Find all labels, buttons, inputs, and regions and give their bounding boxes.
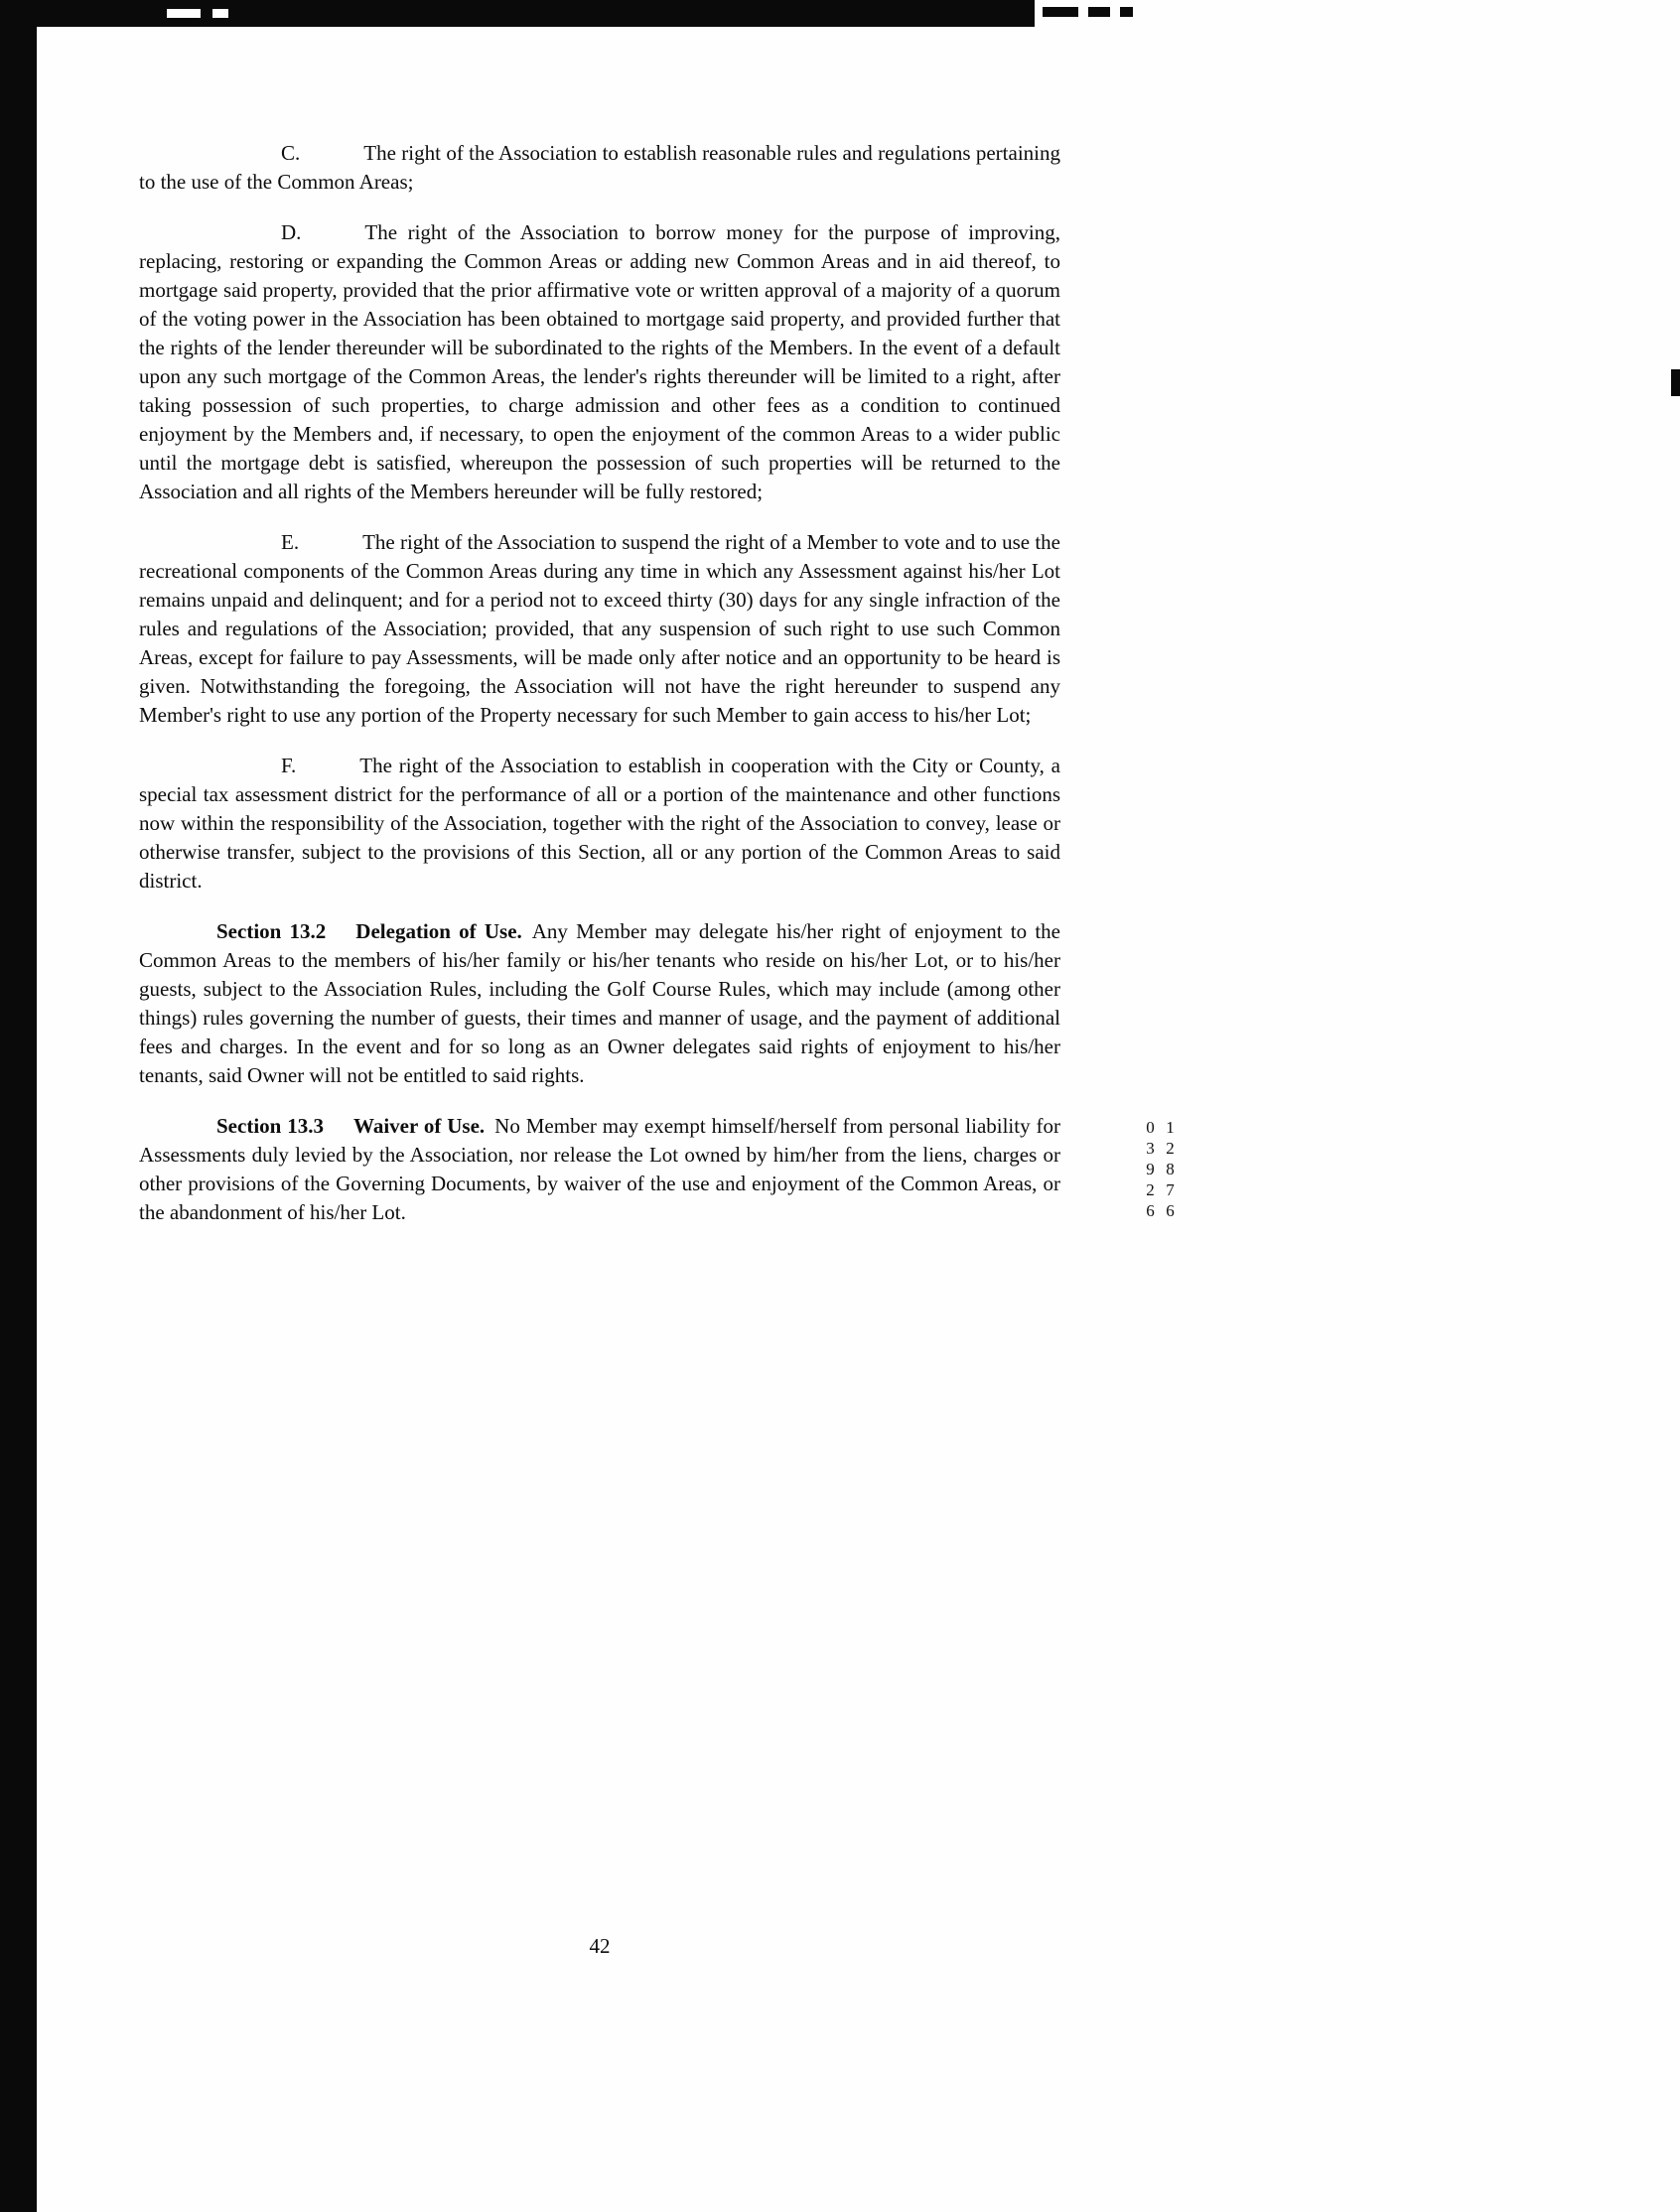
margin-stamp bbox=[1140, 1118, 1180, 1222]
paragraph-c bbox=[139, 139, 1060, 197]
section-13-3-label: Section 13.3 bbox=[216, 1114, 324, 1138]
paragraph-d bbox=[139, 218, 1060, 506]
document-body bbox=[139, 139, 1060, 1249]
section-13-3-title: Waiver of Use. bbox=[353, 1114, 486, 1138]
section-13-3-text: No Member may exempt himself/herself from personal liability for Assessments duly levied by the Association, nor release the Lot owned by him/her from the liens, charges or other provisions of the Governing Documents, by waiver of the use and enjoyment of the Common Areas, or the abandonment of his/her Lot. bbox=[139, 1114, 1060, 1224]
section-13-2-text: Any Member may delegate his/her right of enjoyment to the Common Areas to the members of his/her family or his/her tenants who reside on his/her Lot, or to his/her guests, subject to the Association Rules, including the Golf Course Rules, which may include (among other things) rules governing the number of guests, their times and manner of usage, and the payment of additional fees and charges. In the event and for so long as an Owner delegates said rights of enjoyment to his/her tenants, said Owner will not be entitled to said rights. bbox=[139, 919, 1060, 1087]
paragraph-f bbox=[139, 752, 1060, 896]
section-13-2 bbox=[139, 917, 1060, 1090]
paragraph-d-text: The right of the Association to borrow money for the purpose of improving, replacing, restoring or expanding the Common Areas or adding new Common Areas and in aid thereof, to mortgage said property, provided that the prior affirmative vote or written approval of a majority of a quorum of the voting power in the Association has been obtained to mortgage said property, and provided further that the rights of the lender thereunder will be subordinated to the rights of the Members. In the event of a default upon any such mortgage of the Common Areas, the lender's rights thereunder will be limited to a right, after taking possession of such properties, to charge admission and other fees as a condition to continued enjoyment by the Members and, if necessary, to open the enjoyment of the common Areas to a wider public until the mortgage debt is satisfied, whereupon the possession of such properties will be returned to the Association and all rights of the Members hereunder will be fully restored; bbox=[139, 220, 1060, 503]
scan-edge-dash bbox=[1043, 7, 1078, 17]
paragraph-c-text: The right of the Association to establish reasonable rules and regulations pertaining to the use of the Common Areas; bbox=[139, 141, 1060, 194]
page-number: 42 bbox=[589, 1934, 611, 1958]
section-13-3 bbox=[139, 1112, 1060, 1227]
paragraph-e bbox=[139, 528, 1060, 730]
paragraph-f-text: The right of the Association to establish in cooperation with the City or County, a special tax assessment district for the performance of all or a portion of the maintenance and other functions now within the responsibility of the Association, together with the right of the Association to convey, lease or otherwise transfer, subject to the provisions of this Section, all or any portion of the Common Areas to said district. bbox=[139, 754, 1060, 893]
scan-edge-dash bbox=[1088, 7, 1110, 17]
section-13-2-label: Section 13.2 bbox=[216, 919, 327, 943]
paragraph-d-label: D. bbox=[281, 220, 302, 244]
scan-edge-gap bbox=[167, 9, 201, 18]
margin-stamp-line1: 12876 bbox=[1161, 1118, 1180, 1222]
paragraph-c-label: C. bbox=[281, 141, 301, 165]
paragraph-e-text: The right of the Association to suspend the right of a Member to vote and to use the recreational components of the Common Areas during any time in which any Assessment against his/her Lot remains unpaid and delinquent; and for a period not to exceed thirty (30) days for any single infraction of the rules and regulations of the Association; provided, that any suspension of such right to use such Common Areas, except for failure to pay Assessments, will be made only after notice and an opportunity to be heard is given. Notwithstanding the foregoing, the Association will not have the right hereunder to suspend any Member's right to use any portion of the Property necessary for such Member to gain access to his/her Lot; bbox=[139, 530, 1060, 727]
scan-tick-right bbox=[1671, 369, 1680, 396]
section-13-2-title: Delegation of Use. bbox=[355, 919, 522, 943]
margin-stamp-line2: 03926 bbox=[1141, 1118, 1160, 1222]
paragraph-e-label: E. bbox=[281, 530, 300, 554]
scan-edge-left bbox=[0, 0, 37, 2212]
scan-edge-top bbox=[0, 0, 1035, 27]
paragraph-f-label: F. bbox=[281, 754, 297, 777]
scan-edge-dash bbox=[1120, 7, 1133, 17]
scan-edge-gap bbox=[212, 9, 228, 18]
